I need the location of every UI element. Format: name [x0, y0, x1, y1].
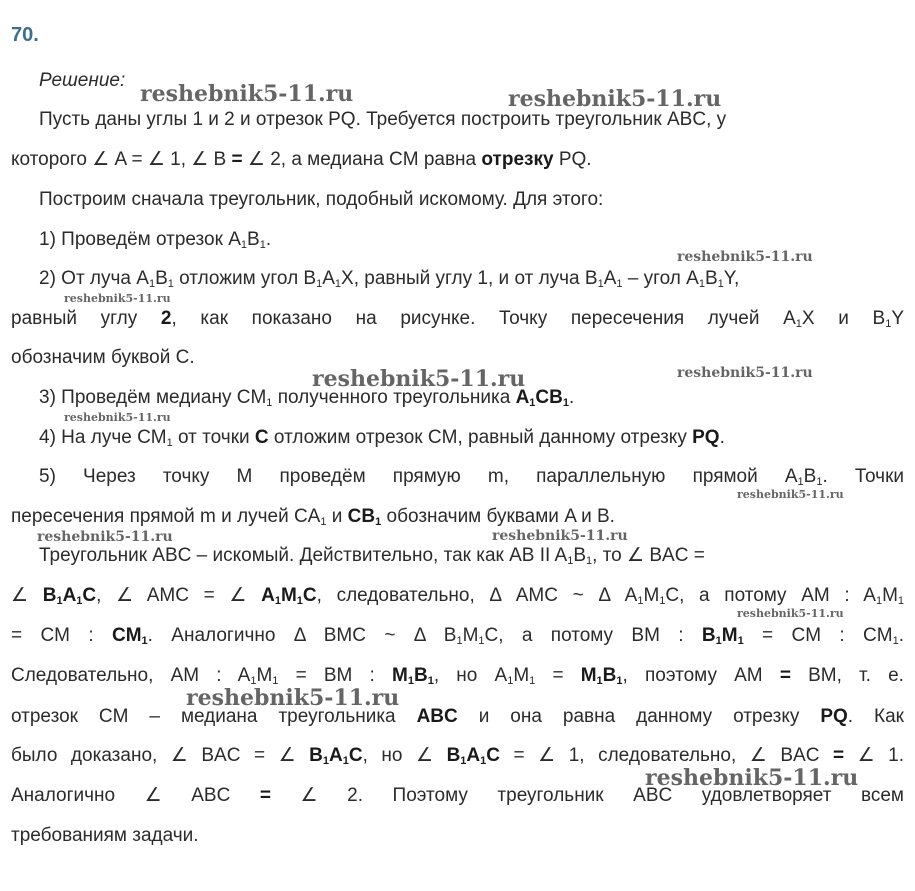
- text-line-3: Построим сначала треугольник, подобный искомому. Для этого:: [39, 189, 604, 210]
- watermark: reshebnik5-11.ru: [312, 366, 526, 392]
- solution-label: Решение:: [39, 70, 126, 91]
- watermark: reshebnik5-11.ru: [37, 529, 173, 545]
- watermark: reshebnik5-11.ru: [140, 81, 354, 107]
- step-5: 5) Через точку M проведём прямую m, параллельную прямой $A_1B_1$. Точки: [39, 466, 904, 488]
- proof-line-1: Треугольник ABC – искомый. Действительно, так как AB II $A_1B_1$, то ∠ BAC =: [39, 545, 705, 567]
- text-line-1: Пусть даны углы 1 и 2 и отрезок PQ. Требуется построить треугольник ABC, у: [39, 109, 727, 130]
- watermark: reshebnik5-11.ru: [508, 86, 722, 112]
- step-4: 4) На луче $CM_1$ от точки C отложим отрезок CM, равный данному отрезку PQ.: [39, 427, 725, 449]
- proof-line-6: было доказано, ∠ BAC = ∠ $B_1A_1C$, но ∠ $B_1A_1C$ = ∠ 1, следовательно, ∠ BAC = ∠ 1.: [11, 745, 904, 767]
- proof-line-5: отрезок CM – медиана треугольника ABC и она равна данному отрезку PQ. Как: [11, 706, 904, 727]
- step-3: 3) Проведём медиану $CM_1$ полученного треугольника $A_1CB_1$.: [39, 387, 575, 409]
- step-2-end: обозначим буквой С.: [11, 347, 195, 368]
- watermark: reshebnik5-11.ru: [645, 765, 859, 791]
- watermark: reshebnik5-11.ru: [677, 365, 813, 381]
- watermark: reshebnik5-11.ru: [737, 488, 844, 501]
- proof-line-4: Следовательно, AM : $A_1M_1$ = BM : $M_1B_1$, но $A_1M_1 = M_1B_1$, поэтому AM = BM, т. е.: [11, 665, 904, 687]
- text-line-2: которого ∠ A = ∠ 1, ∠ B = ∠ 2, а медиана CM равна отрезку PQ.: [11, 149, 592, 170]
- step-2: 2) От луча $A_1B_1$ отложим угол $B_1A_1X$, равный углу 1, и от луча $B_1A_1$ – угол $A_1B_1Y$,: [39, 268, 740, 290]
- watermark: reshebnik5-11.ru: [492, 528, 628, 544]
- proof-line-2: ∠ $B_1A_1C$, ∠ AMC = ∠ $A_1M_1C$, следовательно, Δ AMC ~ Δ $A_1M_1C$, а потому AM : $A_1M_1$: [11, 585, 905, 607]
- watermark: reshebnik5-11.ru: [677, 249, 813, 265]
- proof-line-8: требованиям задачи.: [11, 825, 199, 846]
- watermark: reshebnik5-11.ru: [737, 607, 844, 620]
- watermark: reshebnik5-11.ru: [64, 411, 171, 424]
- step-2-cont: равный углу 2, как показано на рисунке. Точку пересечения лучей $A_1X$ и $B_1Y$: [11, 308, 904, 330]
- proof-line-3: = CM : $CM_1$. Аналогично Δ BMC ~ Δ $B_1M_1C$, а потому BM : $B_1M_1$ = CM : $CM_1$.: [11, 625, 904, 647]
- watermark: reshebnik5-11.ru: [186, 685, 400, 711]
- problem-number: 70.: [11, 24, 39, 46]
- proof-line-7: Аналогично ∠ ABC = ∠ 2. Поэтому треугольник ABC удовлетворяет всем: [11, 785, 904, 806]
- step-5-cont: пересечения прямой m и лучей $CA_1$ и $CB_1$ обозначим буквами A и B.: [11, 506, 615, 528]
- step-1: 1) Проведём отрезок $A_1B_1$.: [39, 229, 272, 251]
- watermark: reshebnik5-11.ru: [64, 292, 171, 305]
